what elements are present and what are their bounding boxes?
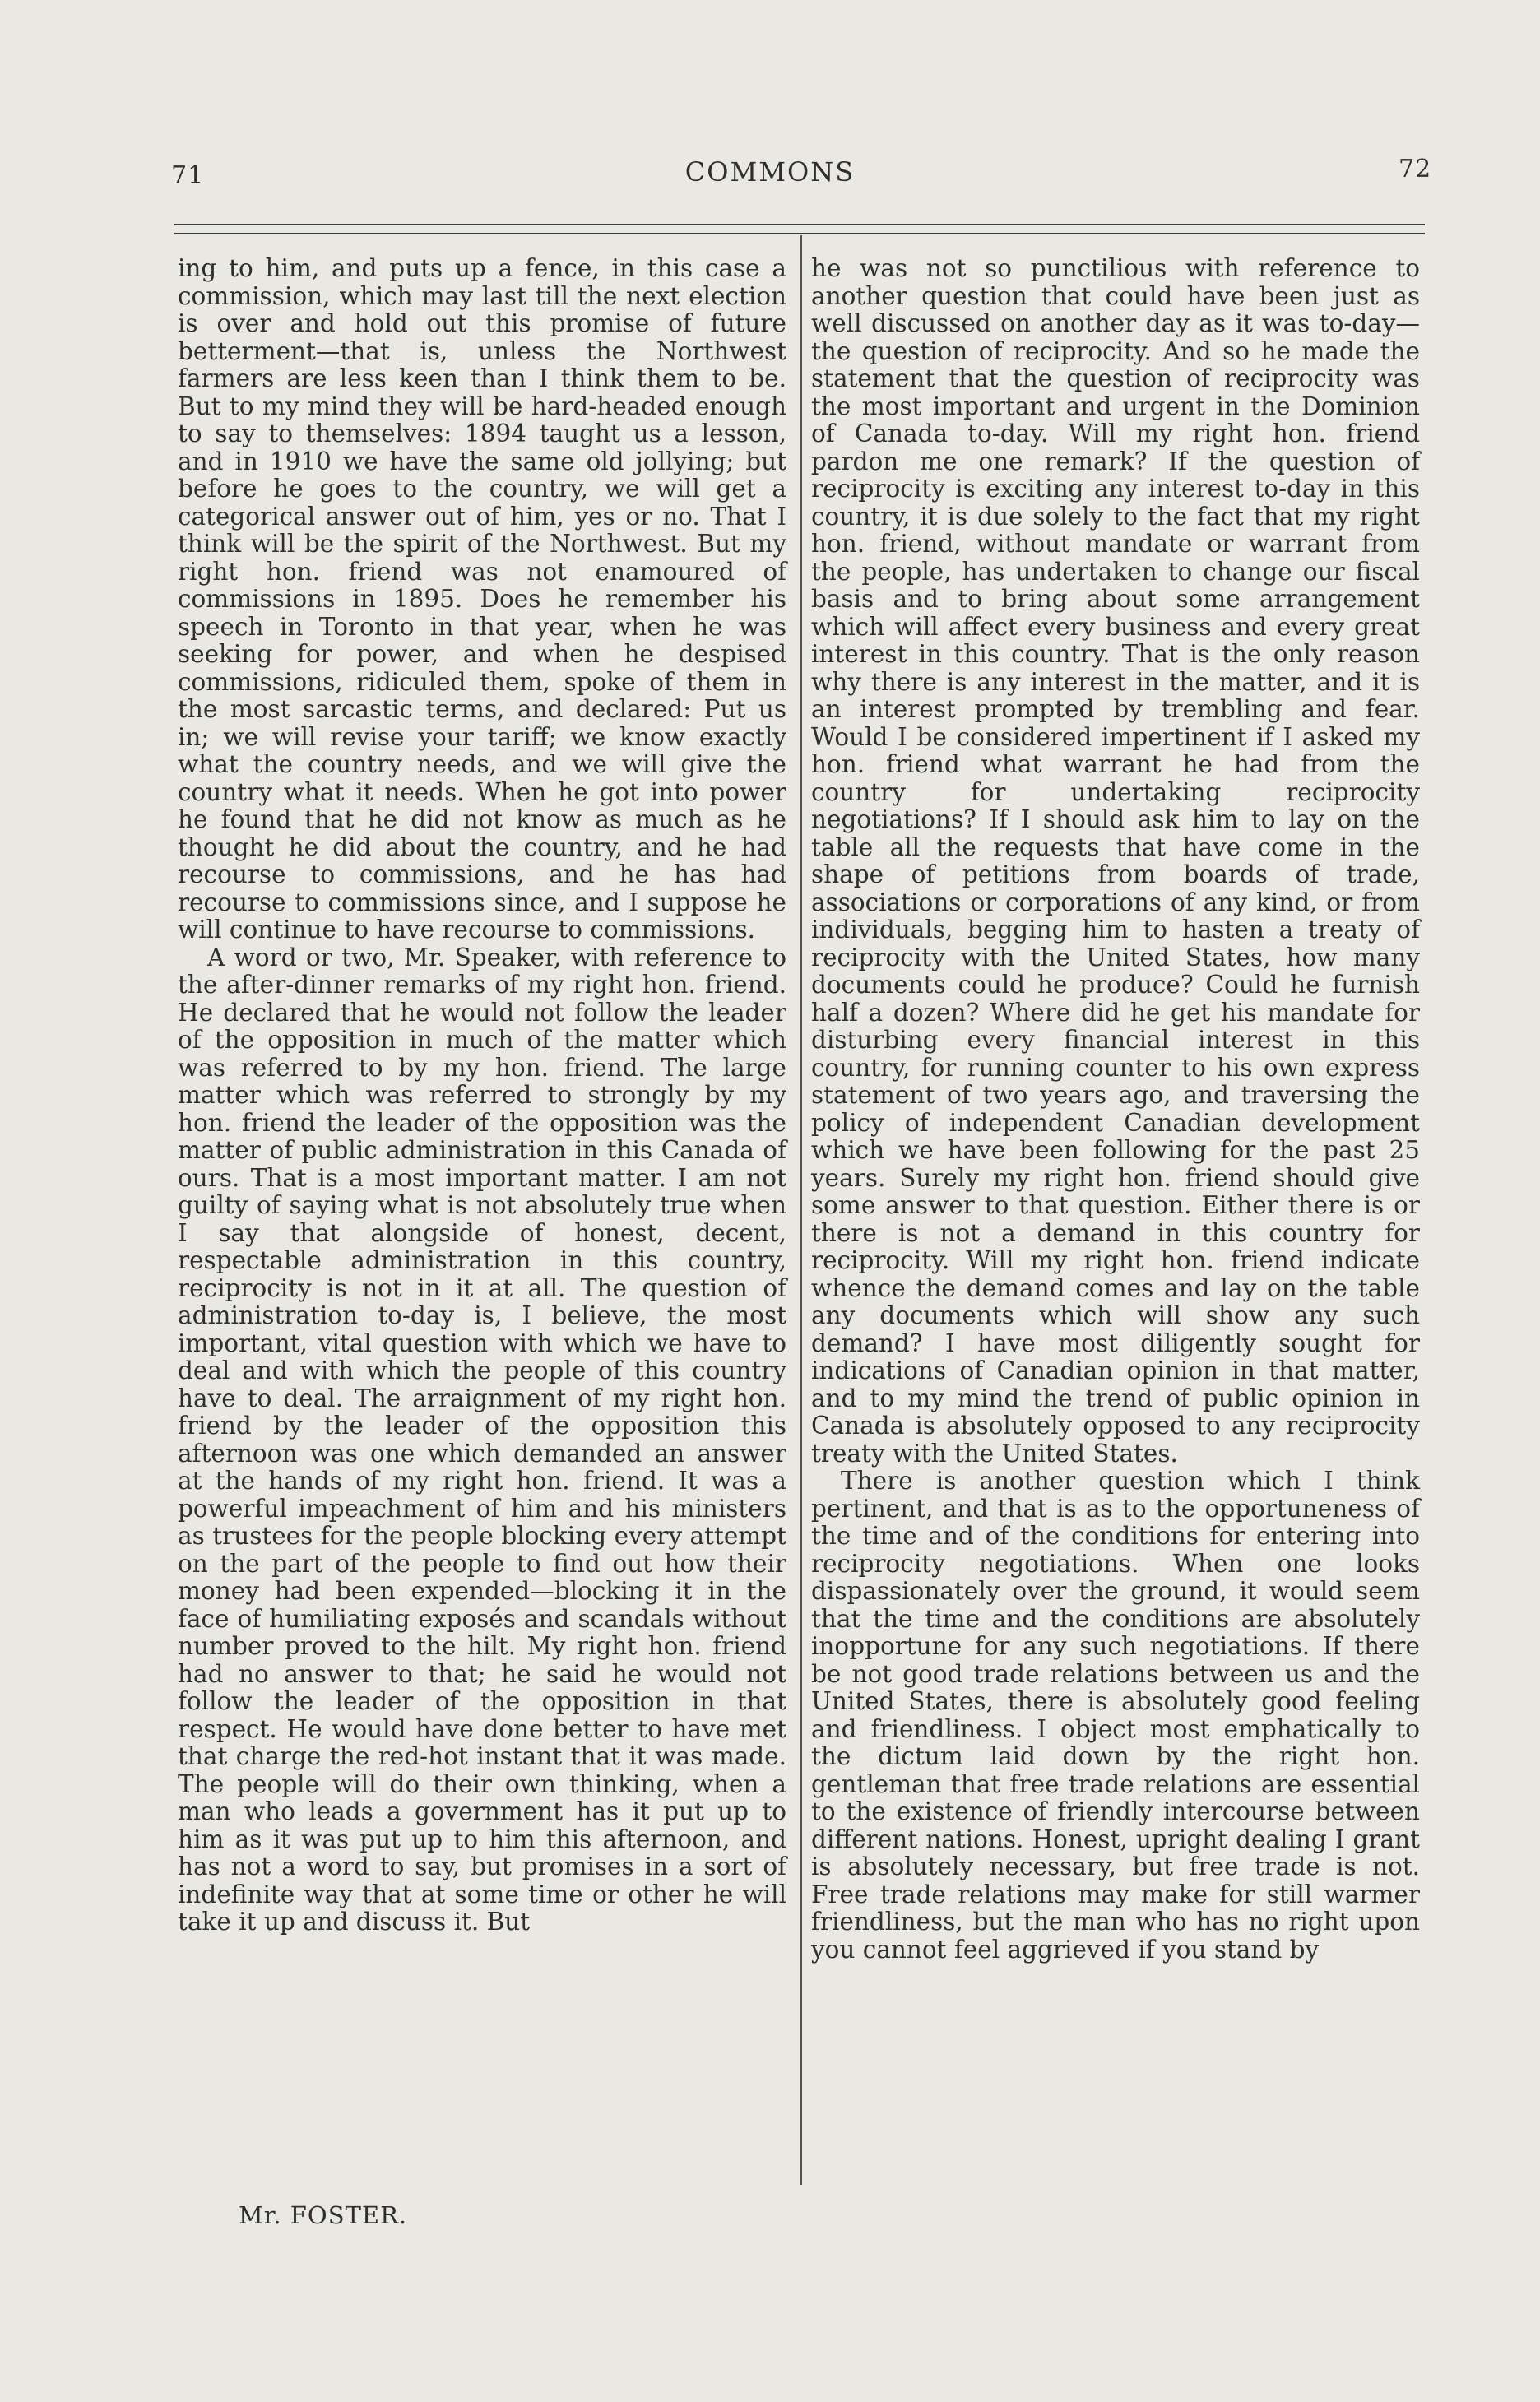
right-paragraph-1: he was not so punctilious with reference to another question that could have been just as well discussed on another day as it was to-day—the question of reciprocity. And so he made the statement that the question of reciprocity was the most important and urgent in the Dominion of Canada to-day. Will my right hon. friend pardon me one remark? If the question of reciprocity is exciting any interest to-day in this country, it is due solely to the fact that my right hon. friend, without mandate or warrant from the people, has undertaken to change our fiscal basis and to bring about some arrangement which will affect every business and every great interest in this country. That is the only reason why there is any interest in the matter, and it is an interest prompted by trembling and fear. Would I be considered impertinent if I asked my hon. friend what warrant he had from the country for undertaking reciprocity negotiations? If I should ask him to lay on the table all the requests that have come in the shape of petitions from boards of trade, associations or corporations of any kind, or from individuals, begging him to hasten a treaty of reciprocity with the United States, how many documents could he produce? Could he furnish half a dozen? Where did he get his mandate for disturbing every financial interest in this country, for running counter to his own express statement of two years ago, and traversing the policy of independent Canadian development which we have been following for the past 25 years. Surely my right hon. friend should give some answer to that question. Either there is or there is not a demand in this country for reciprocity. Will my right hon. friend indicate whence the demand comes and lay on the table any documents which will show any such demand? I have most diligently sought for indications of Canadian opinion in that matter, and to my mind the trend of public opinion in Canada is absolutely opposed to any reciprocity treaty with the United States.: [811, 254, 1420, 1468]
left-column: [178, 255, 786, 1936]
right-column: [811, 255, 1420, 1964]
header-rule-bottom: [174, 233, 1425, 234]
left-paragraph-1: ing to him, and puts up a fence, in this case a commission, which may last till the next election is over and hold out this promise of future betterment—that is, unless the Northwest farmers are less keen than I think them to be. But to my mind they will be hard-headed enough to say to themselves: 1894 taught us a lesson, and in 1910 we have the same old jollying; but before he goes to the country, we will get a categorical answer out of him, yes or no. That I think will be the spirit of the Northwest. But my right hon. friend was not enamoured of commissions in 1895. Does he remember his speech in Toronto in that year, when he was seeking for power, and when he despised commissions, ridiculed them, spoke of them in the most sarcastic terms, and declared: Put us in; we will revise your tariff; we know exactly what the country needs, and we will give the country what it needs. When he got into power he found that he did not know as much as he thought he did about the country, and he had recourse to commissions, and he has had recourse to commissions since, and I suppose he will continue to have recourse to commissions.: [178, 254, 786, 944]
page-header: [0, 0, 1540, 230]
right-paragraph-2: There is another question which I think pertinent, and that is as to the opportuneness of the time and of the conditions for entering into reciprocity negotiations. When one looks dispassionately over the ground, it would seem that the time and the conditions are absolutely inopportune for any such negotiations. If there be not good trade relations between us and the United States, there is absolutely good feeling and friendliness. I object most emphatically to the dictum laid down by the right hon. gentleman that free trade relations are essential to the existence of friendly intercourse between different nations. Honest, upright dealing I grant is absolutely necessary, but free trade is not. Free trade relations may make for still warmer friendliness, but the man who has no right upon you cannot feel aggrieved if you stand by: [811, 1467, 1420, 1964]
column-divider: [800, 235, 802, 2185]
page-number-right: 72: [1399, 155, 1432, 183]
header-rule-top: [174, 224, 1425, 225]
page-number-left: 71: [171, 161, 205, 190]
left-paragraph-2: A word or two, Mr. Speaker, with reference to the after-dinner remarks of my right hon. friend. He declared that he would not follow the leader of the opposition in much of the matter which was referred to by my hon. friend. The large matter which was referred to strongly by my hon. friend the leader of the opposition was the matter of public administration in this Canada of ours. That is a most important matter. I am not guilty of saying what is not absolutely true when I say that alongside of honest, decent, respectable administration in this country, reciprocity is not in it at all. The question of administration to-day is, I believe, the most important, vital question with which we have to deal and with which the people of this country have to deal. The arraignment of my right hon. friend by the leader of the opposition this afternoon was one which demanded an answer at the hands of my right hon. friend. It was a powerful impeachment of him and his ministers as trustees for the people blocking every attempt on the part of the people to find out how their money had been expended—blocking it in the face of humiliating exposés and scandals without number proved to the hilt. My right hon. friend had no answer to that; he said he would not follow the leader of the opposition in that respect. He would have done better to have met that charge the red-hot instant that it was made. The people will do their own thinking, when a man who leads a government has it put up to him as it was put up to him this afternoon, and has not a word to say, but promises in a sort of indefinite way that at some time or other he will take it up and discuss it. But: [178, 943, 786, 1936]
running-head-title: COMMONS: [684, 156, 856, 188]
footer-speaker-name: Mr. FOSTER.: [239, 2201, 408, 2229]
